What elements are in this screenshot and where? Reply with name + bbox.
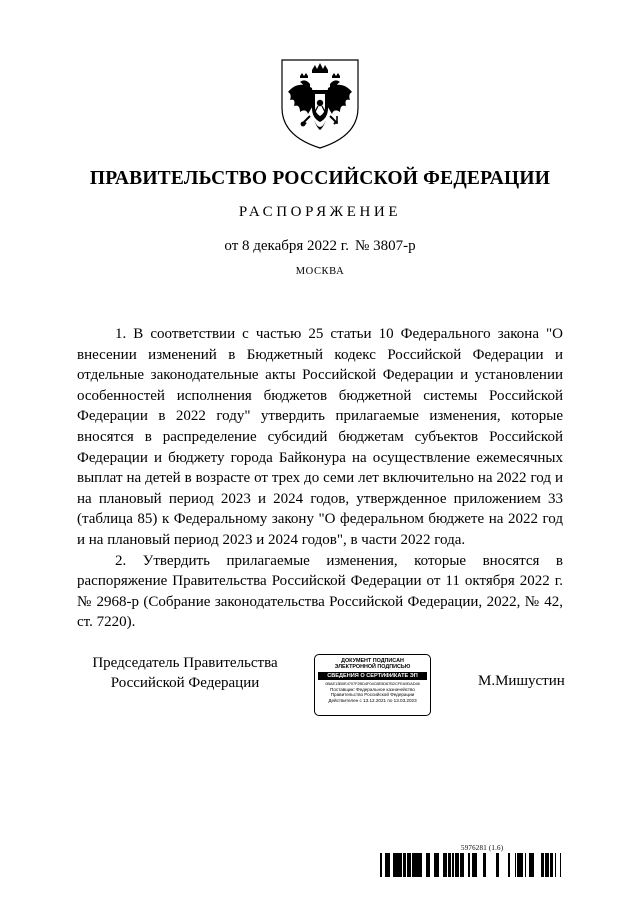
barcode-bar bbox=[541, 853, 544, 877]
barcode bbox=[380, 853, 564, 877]
barcode-bar bbox=[460, 853, 463, 877]
document-date-line bbox=[0, 238, 640, 255]
barcode-bar bbox=[546, 853, 549, 877]
barcode-bar bbox=[448, 853, 451, 877]
barcode-bar bbox=[419, 853, 422, 877]
barcode-bar bbox=[518, 853, 520, 877]
barcode-bar bbox=[414, 853, 416, 877]
stamp-serial: 0BAE13B0E4707F2BD4F04C8E5D67B2CFEA9DAD46 bbox=[325, 680, 420, 686]
barcode-bar bbox=[531, 853, 534, 877]
barcode-bar bbox=[400, 853, 402, 877]
barcode-bar bbox=[476, 853, 477, 877]
barcode-bar bbox=[393, 853, 394, 877]
document-city: МОСКВА bbox=[295, 266, 345, 277]
barcode-bar bbox=[428, 853, 430, 877]
barcode-bar bbox=[412, 853, 413, 877]
document-number: № 3807-р bbox=[355, 238, 416, 254]
barcode-bar bbox=[385, 853, 387, 877]
barcode-bar bbox=[426, 853, 427, 877]
barcode-bar bbox=[458, 853, 459, 877]
barcode-bar bbox=[380, 853, 382, 877]
barcode-number: 5976281 (1.6) bbox=[461, 844, 504, 852]
barcode-bar bbox=[525, 853, 526, 877]
barcode-bar bbox=[394, 853, 397, 877]
barcode-bar bbox=[560, 853, 561, 877]
barcode-bar bbox=[517, 853, 518, 877]
stamp-issuer-line-2: Правительство Российской Федерации bbox=[330, 692, 415, 698]
barcode-bar bbox=[496, 853, 497, 877]
barcode-bar bbox=[410, 853, 411, 877]
stamp-certificate-header: СВЕДЕНИЯ О СЕРТИФИКАТЕ ЭП bbox=[318, 672, 427, 680]
barcode-bar bbox=[520, 853, 522, 877]
barcode-bar bbox=[453, 853, 454, 877]
barcode-bar bbox=[407, 853, 410, 877]
barcode-bar bbox=[463, 853, 464, 877]
stamp-validity: Действителен с 13.12.2021 по 13.03.2023 bbox=[328, 698, 417, 703]
barcode-bar bbox=[550, 853, 552, 877]
barcode-bar bbox=[443, 853, 445, 877]
barcode-bar bbox=[434, 853, 435, 877]
barcode-bar bbox=[552, 853, 553, 877]
barcode-bar bbox=[468, 853, 470, 877]
barcode-bar bbox=[436, 853, 439, 877]
coat-of-arms-emblem bbox=[278, 58, 362, 150]
barcode-bar bbox=[404, 853, 406, 877]
document-type: РАСПОРЯЖЕНИЕ bbox=[238, 204, 402, 220]
barcode-bar bbox=[530, 853, 531, 877]
paragraph-2: 2. Утвердить прилагаемые изменения, которые вносятся в распоряжение Правительства Российской Федерации от 11 октября 2022 г. № 2968-р (Собрание законодательства Российской Федерации, 2022, № 42, ст. 7220). bbox=[77, 552, 563, 631]
barcode-bar bbox=[387, 853, 390, 877]
barcode-bar bbox=[413, 853, 414, 877]
stamp-line-2: ЭЛЕКТРОННОЙ ПОДПИСЬЮ bbox=[334, 664, 411, 671]
document-date: от 8 декабря 2022 г. bbox=[224, 238, 350, 254]
barcode-bar bbox=[446, 853, 447, 877]
barcode-bar bbox=[483, 853, 486, 877]
document-body bbox=[77, 324, 563, 633]
barcode-bar bbox=[529, 853, 530, 877]
stamp-issuer-line-1: Поставщик: Федеральное казначейство bbox=[330, 686, 415, 692]
barcode-bar bbox=[397, 853, 399, 877]
barcode-bar bbox=[497, 853, 499, 877]
barcode-bar bbox=[522, 853, 523, 877]
barcode-bar bbox=[403, 853, 404, 877]
barcode-bar bbox=[474, 853, 475, 877]
government-title: ПРАВИТЕЛЬСТВО РОССИЙСКОЙ ФЕДЕРАЦИИ bbox=[89, 168, 551, 189]
signer-position bbox=[80, 653, 290, 693]
barcode-bar bbox=[452, 853, 453, 877]
barcode-bar bbox=[555, 853, 556, 877]
paragraph-1: 1. В соответствии с частью 25 статьи 10 Федерального закона "О внесении изменений в Бюджетный кодекс Российской Федерации и отдельные законодательные акты Российской Федерации и установлении особенностей исполнения бюджетов бюджетной системы Российской Федерации в 2022 году" утвердить прилагаемые изменения, которые вносятся в распределение субсидий бюджетам субъектов Российской Федерации и бюджету города Байконура на осуществление ежемесячных выплат на детей в возрасте от трех до семи лет включительно на 2022 год и на плановый период 2023 и 2024 годов, утвержденное приложением 33 (таблица 85) к Федеральному закону "О федеральном бюджете на 2022 год и на плановый период 2023 и 2024 годов", в части 2022 года. bbox=[77, 326, 563, 548]
barcode-bar bbox=[399, 853, 400, 877]
barcode-bar bbox=[545, 853, 546, 877]
signer-position-line-2: Российской Федерации bbox=[110, 675, 260, 691]
stamp-line-1: ДОКУМЕНТ ПОДПИСАН bbox=[341, 658, 404, 664]
barcode-bar bbox=[427, 853, 428, 877]
signer-name: М.Мишустин bbox=[478, 673, 565, 689]
barcode-bar bbox=[435, 853, 436, 877]
barcode-bar bbox=[475, 853, 476, 877]
barcode-bar bbox=[416, 853, 419, 877]
signer-position-line-1: Председатель Правительства bbox=[92, 655, 278, 671]
barcode-bar bbox=[445, 853, 446, 877]
barcode-bar bbox=[472, 853, 474, 877]
electronic-signature-stamp bbox=[314, 654, 431, 716]
barcode-bar bbox=[515, 853, 516, 877]
barcode-bar bbox=[508, 853, 510, 877]
barcode-bar bbox=[455, 853, 458, 877]
